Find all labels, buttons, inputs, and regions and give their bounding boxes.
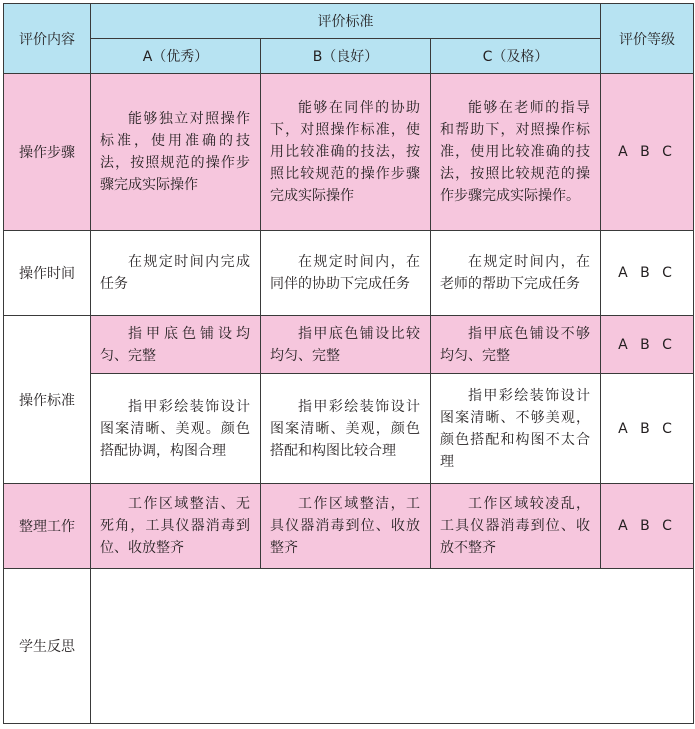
table-row — [4, 374, 694, 484]
header-level-a: A（优秀） — [91, 39, 261, 74]
criteria-b: 在规定时间内，在同伴的协助下完成任务 — [261, 231, 431, 316]
header-level-c: C（及格） — [431, 39, 601, 74]
criteria-b: 指甲底色铺设比较均匀、完整 — [261, 316, 431, 374]
table-row — [4, 316, 694, 374]
criteria-c: 工作区域较凌乱，工具仪器消毒到位、收放不整齐 — [431, 484, 601, 569]
criteria-c: 在规定时间内，在老师的帮助下完成任务 — [431, 231, 601, 316]
criteria-b: 工作区域整洁，工具仪器消毒到位、收放整齐 — [261, 484, 431, 569]
grade-options: A B C — [601, 231, 694, 316]
header-row-levels — [4, 39, 694, 74]
row-label-steps: 操作步骤 — [4, 74, 91, 231]
table-row — [4, 231, 694, 316]
header-evaluation-standard: 评价标准 — [91, 4, 601, 39]
grade-options: A B C — [601, 316, 694, 374]
criteria-c: 能够在老师的指导和帮助下，对照操作标准，使用比较准确的技法，按照比较规范的操作步骤完成实际操作。 — [431, 74, 601, 231]
criteria-c: 指甲底色铺设不够均匀、完整 — [431, 316, 601, 374]
grade-options: A B C — [601, 374, 694, 484]
row-label-cleanup: 整理工作 — [4, 484, 91, 569]
header-evaluation-grade: 评价等级 — [601, 4, 694, 74]
criteria-a: 工作区域整洁、无死角，工具仪器消毒到位、收放整齐 — [91, 484, 261, 569]
row-label-standard: 操作标准 — [4, 316, 91, 484]
header-level-b: B（良好） — [261, 39, 431, 74]
row-label-time: 操作时间 — [4, 231, 91, 316]
criteria-a: 在规定时间内完成任务 — [91, 231, 261, 316]
table-row — [4, 484, 694, 569]
reflection-area[interactable] — [91, 569, 694, 724]
evaluation-table — [3, 3, 694, 724]
grade-options: A B C — [601, 74, 694, 231]
row-label-reflection: 学生反思 — [4, 569, 91, 724]
header-row-top — [4, 4, 694, 39]
criteria-c: 指甲彩绘装饰设计图案清晰、不够美观，颜色搭配和构图不太合理 — [431, 374, 601, 484]
criteria-b: 指甲彩绘装饰设计图案清晰、美观，颜色搭配和构图比较合理 — [261, 374, 431, 484]
table-row — [4, 569, 694, 724]
table-row — [4, 74, 694, 231]
criteria-a: 指甲底色铺设均匀、完整 — [91, 316, 261, 374]
criteria-a: 能够独立对照操作标准，使用准确的技法，按照规范的操作步骤完成实际操作 — [91, 74, 261, 231]
grade-options: A B C — [601, 484, 694, 569]
header-evaluation-content: 评价内容 — [4, 4, 91, 74]
criteria-b: 能够在同伴的协助下，对照操作标准，使用比较准确的技法，按照比较规范的操作步骤完成实际操作 — [261, 74, 431, 231]
criteria-a: 指甲彩绘装饰设计图案清晰、美观。颜色搭配协调，构图合理 — [91, 374, 261, 484]
